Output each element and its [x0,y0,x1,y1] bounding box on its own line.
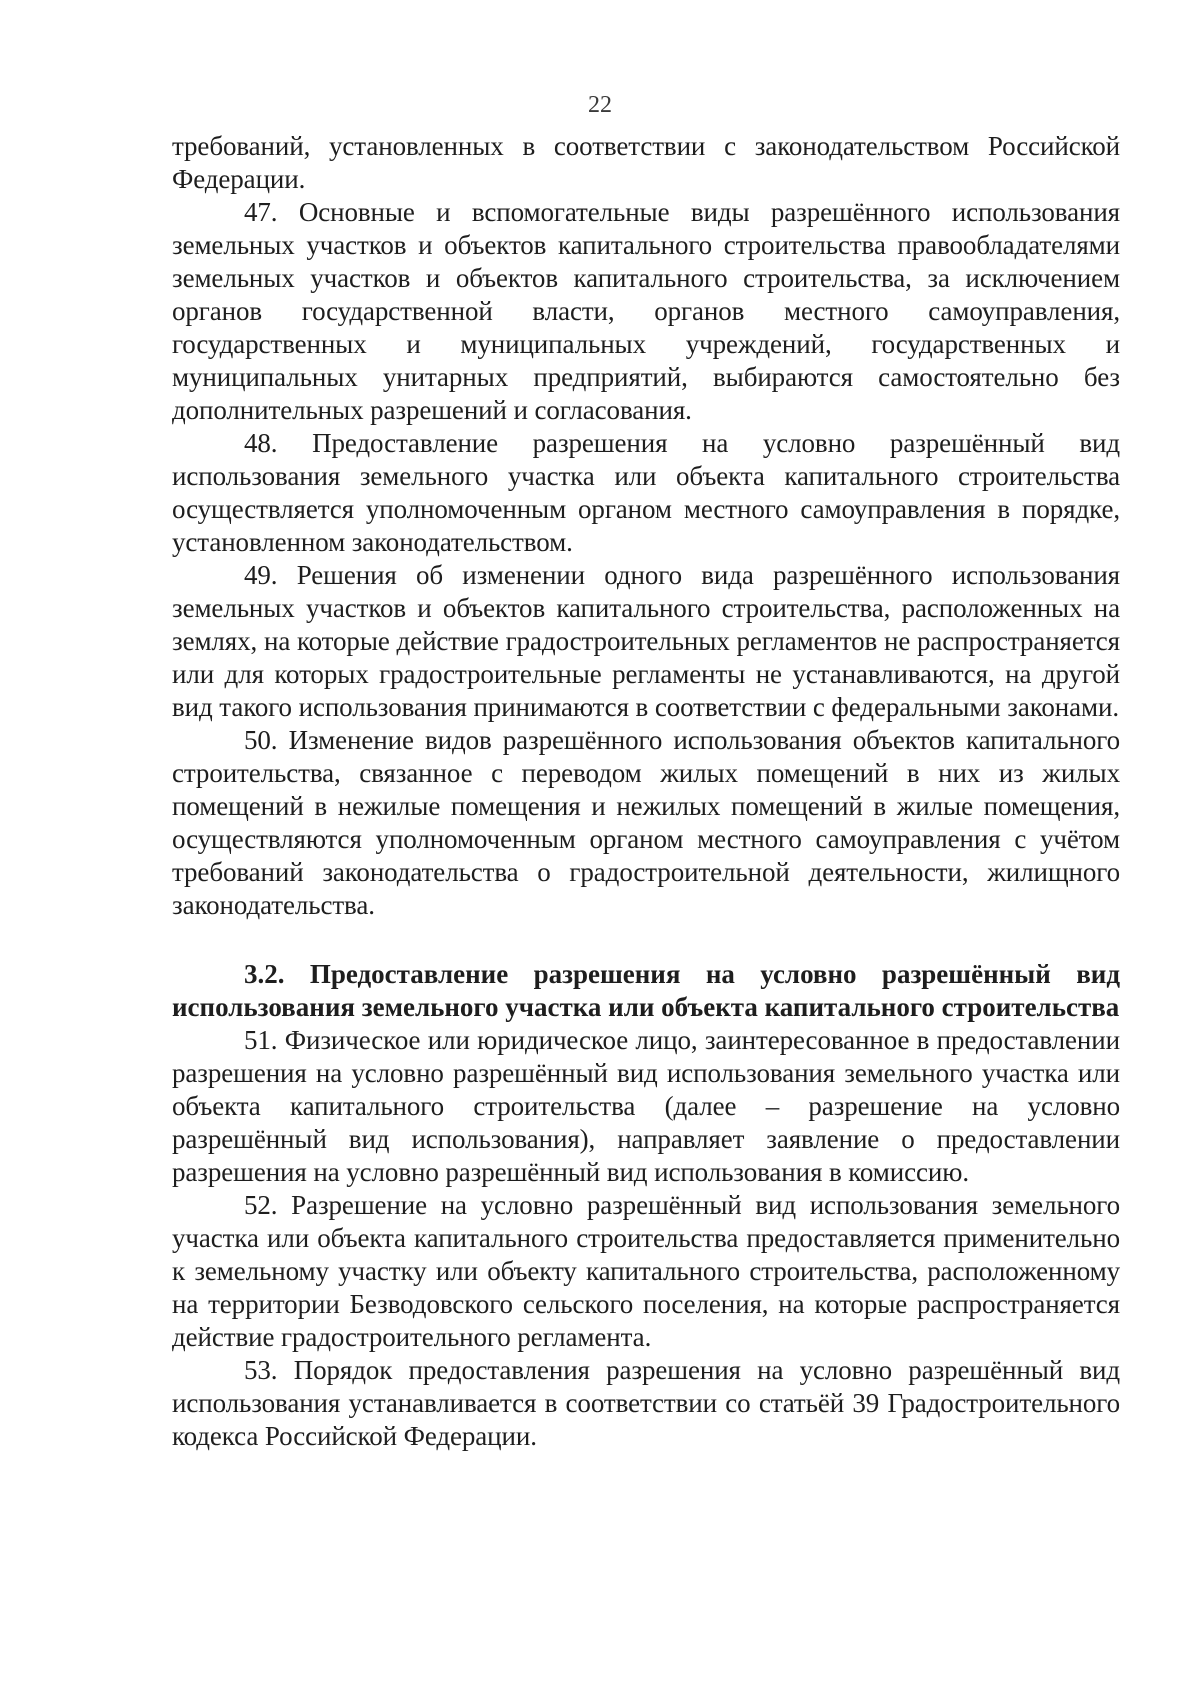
paragraph-50: 50. Изменение видов разрешённого использования объектов капитального строительства, связанное с переводом жилых помещений в них из жилых помещений в нежилые помещения и нежилых помещений в жилые помещения, осуществляются уполномоченным органом местного самоуправления с учётом требований законодательства о градостроительной деятельности, жилищного законодательства. [172,725,1120,920]
section-heading-3-2: 3.2. Предоставление разрешения на условно разрешённый вид использования земельного участка или объекта капитального строительства [172,959,1120,1022]
continuation-paragraph: требований, установленных в соответствии с законодательством Российской Федерации. [172,131,1120,194]
paragraph-51: 51. Физическое или юридическое лицо, заинтересованное в предоставлении разрешения на условно разрешённый вид использования земельного участка или объекта капитального строительства (далее – разрешение на условно разрешённый вид использования), направляет заявление о предоставлении разрешения на условно разрешённый вид использования в комиссию. [172,1025,1120,1187]
paragraph-48: 48. Предоставление разрешения на условно разрешённый вид использования земельного участка или объекта капитального строительства осуществляется уполномоченным органом местного самоуправления в порядке, установленном законодательством. [172,428,1120,557]
page-number: 22 [588,92,612,118]
document-body [172,130,1120,1453]
paragraph-53: 53. Порядок предоставления разрешения на условно разрешённый вид использования устанавливается в соответствии со статьёй 39 Градостроительного кодекса Российской Федерации. [172,1355,1120,1451]
paragraph-47: 47. Основные и вспомогательные виды разрешённого использования земельных участков и объектов капитального строительства правообладателями земельных участков и объектов капитального строительства, за исключением органов государственной власти, органов местного самоуправления, государственных и муниципальных учреждений, государственных и муниципальных унитарных предприятий, выбираются самостоятельно без дополнительных разрешений и согласования. [172,197,1120,425]
paragraph-52: 52. Разрешение на условно разрешённый вид использования земельного участка или объекта капитального строительства предоставляется применительно к земельному участку или объекту капитального строительства, расположенному на территории Безводовского сельского поселения, на которые распространяется действие градостроительного регламента. [172,1190,1120,1352]
paragraph-49: 49. Решения об изменении одного вида разрешённого использования земельных участков и объектов капитального строительства, расположенных на землях, на которые действие градостроительных регламентов не распространяется или для которых градостроительные регламенты не устанавливаются, на другой вид такого использования принимаются в соответствии с федеральными законами. [172,560,1120,722]
